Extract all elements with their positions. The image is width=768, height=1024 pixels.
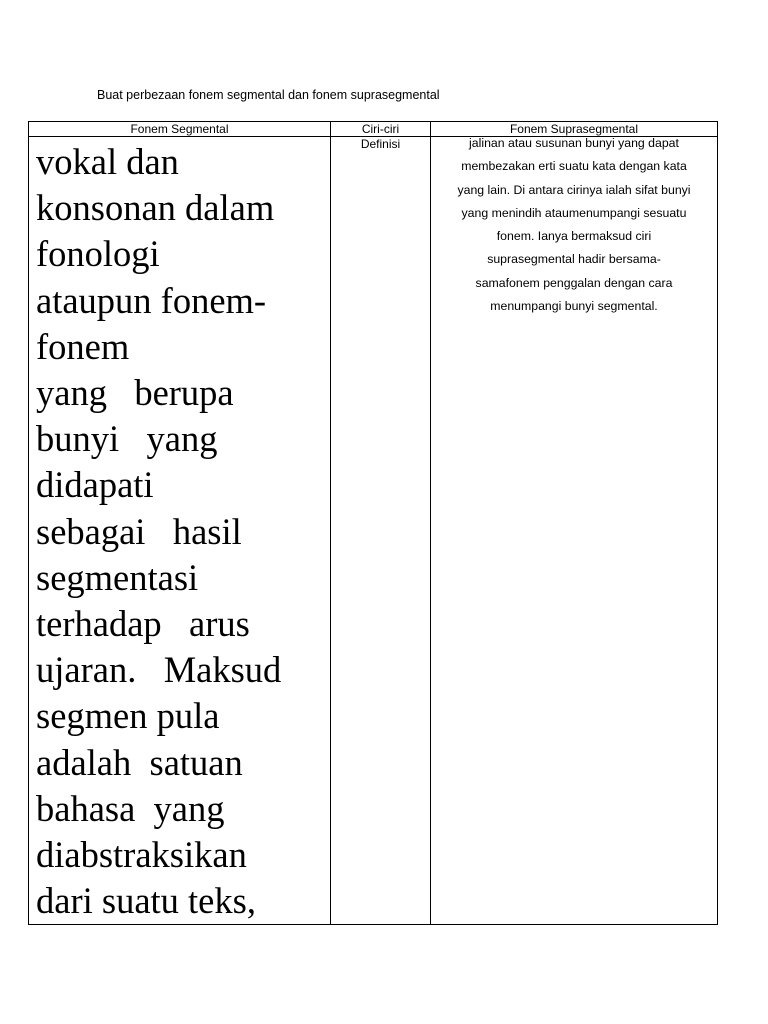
segmental-line: dari suatu teks, [36,880,256,922]
segmental-line: fonologi [36,233,160,275]
suprasegmental-line: suprasegmental hadir bersama- [487,252,661,267]
segmental-line: vokal dan [36,141,179,182]
segmental-line: yang berupa [36,372,234,414]
page-heading: Buat perbezaan fonem segmental dan fonem suprasegmental [97,88,440,102]
suprasegmental-definition-text [431,132,717,318]
segmental-line: segmen pula [36,695,220,737]
suprasegmental-line: membezakan erti suatu kata dengan kata [461,159,687,174]
suprasegmental-line: fonem. Ianya bermaksud ciri [496,229,652,244]
ciri-definisi-label: Definisi [360,137,401,151]
segmental-line: adalah satuan [36,741,243,783]
segmental-line: sebagai hasil [36,510,242,552]
suprasegmental-line: jalinan atau susunan bunyi yang dapat [469,136,679,150]
segmental-line: diabstraksikan [36,834,247,876]
ciri-cell [331,137,431,925]
segmental-line: bunyi yang [36,418,218,460]
segmental-line: bahasa yang [36,787,225,829]
header-fonem-suprasegmental: Fonem Suprasegmental [431,122,718,137]
table-row [29,137,718,925]
segmental-line: segmentasi [36,556,199,598]
suprasegmental-cell [431,137,718,925]
segmental-line: ujaran. Maksud [36,649,282,691]
segmental-line: ataupun fonem- [36,279,267,321]
header-fonem-segmental: Fonem Segmental [29,122,331,137]
header-ciri-ciri: Ciri-ciri [331,122,431,137]
suprasegmental-line: samafonem penggalan dengan cara [475,275,673,290]
comparison-table [28,121,718,925]
suprasegmental-line: yang menindih ataumenumpangi sesuatu [461,205,687,220]
suprasegmental-line: yang lain. Di antara cirinya ialah sifat bunyi [457,182,691,197]
segmental-line: fonem [36,325,130,367]
segmental-cell [29,137,331,925]
suprasegmental-line: menumpangi bunyi segmental. [490,299,658,314]
segmental-line: konsonan dalam [36,187,275,229]
segmental-definition-text [29,137,330,924]
segmental-line: didapati [36,464,154,506]
segmental-line: terhadap arus [36,603,250,645]
